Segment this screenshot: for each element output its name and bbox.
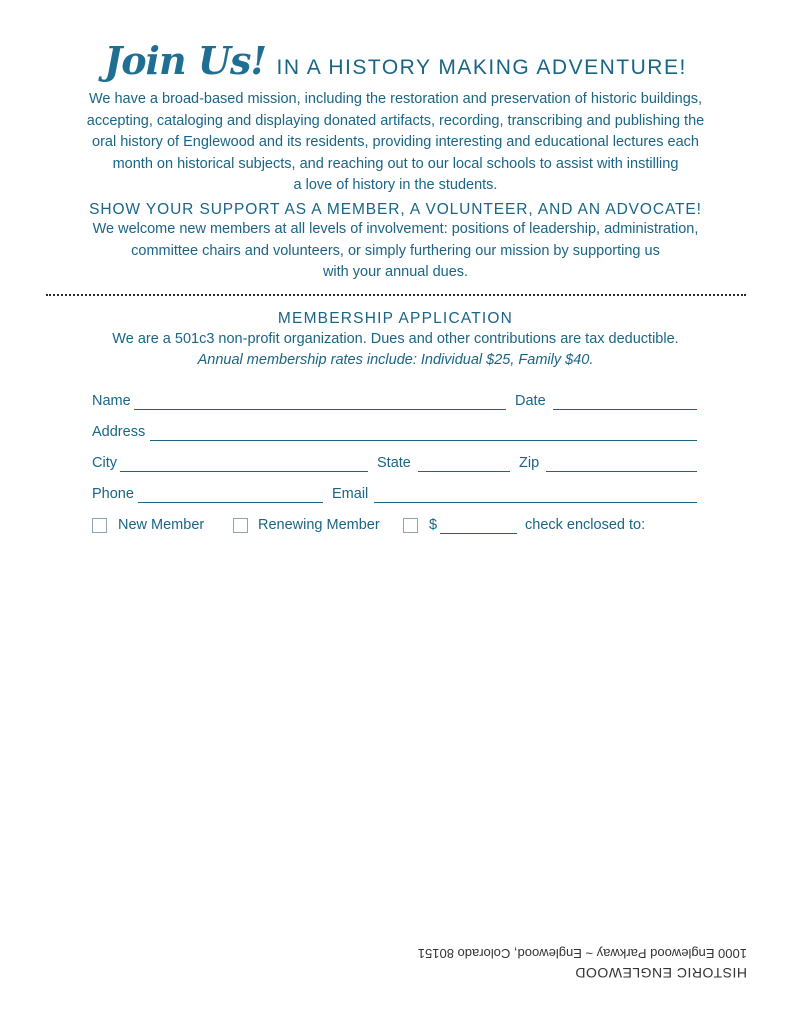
mission-line: We have a broad-based mission, including the restoration and preservation of historic buildings, (88, 91, 703, 107)
name-label: Name (92, 393, 131, 409)
mission-line: accepting, cataloging and displaying donated artifacts, recording, transcribing and publishing the (86, 112, 705, 129)
city-field[interactable] (120, 471, 368, 472)
email-field[interactable] (374, 502, 697, 503)
renewing-member-checkbox[interactable] (233, 518, 248, 533)
mission-paragraph (0, 89, 791, 197)
donation-checkbox[interactable] (403, 518, 418, 533)
zip-label: Zip (519, 455, 540, 471)
state-field[interactable] (418, 471, 510, 472)
dollar-label: $ (429, 517, 438, 533)
phone-field[interactable] (138, 502, 323, 503)
support-line: with your annual dues. (322, 264, 469, 280)
nonprofit-note: We are a 501c3 non-profit organization. Dues and other contributions are tax deductible. (112, 331, 679, 347)
membership-heading: MEMBERSHIP APPLICATION (277, 310, 514, 327)
mailing-address-block (412, 936, 747, 981)
membership-rates-note: Annual membership rates include: Individual $25, Family $40. (197, 352, 594, 368)
check-enclosed-label: check enclosed to: (525, 517, 646, 533)
support-line: committee chairs and volunteers, or simply furthering our mission by supporting us (131, 242, 660, 259)
state-label: State (377, 455, 411, 471)
name-field[interactable] (134, 409, 506, 410)
org-address: 1000 Englewood Parkway ~ Englewood, Colorado 80151 (417, 946, 747, 961)
zip-field[interactable] (546, 471, 697, 472)
phone-label: Phone (92, 486, 134, 502)
mission-line: oral history of Englewood and its residents, providing interesting and educational lectures each (92, 134, 699, 150)
address-field[interactable] (150, 440, 697, 441)
headline-text: IN A HISTORY MAKING ADVENTURE! (276, 56, 687, 79)
date-field[interactable] (553, 409, 697, 410)
new-member-checkbox[interactable] (92, 518, 107, 533)
headline (0, 38, 791, 88)
org-name: HISTORIC ENGLEWOOD (574, 965, 747, 981)
renewing-member-label: Renewing Member (258, 517, 380, 533)
join-us-script-title: Join Us! (104, 38, 267, 83)
address-label: Address (92, 424, 146, 440)
date-label: Date (515, 393, 546, 409)
mission-line: a love of history in the students. (293, 177, 498, 193)
dotted-divider (46, 294, 746, 296)
mission-line: month on historical subjects, and reaching out to our local schools to assist with instilling (112, 155, 679, 172)
email-label: Email (332, 486, 369, 502)
support-line: We welcome new members at all levels of involvement: positions of leadership, administration, (92, 221, 699, 237)
city-label: City (92, 455, 117, 471)
support-paragraph (0, 219, 791, 284)
new-member-label: New Member (118, 517, 205, 533)
donation-amount-field[interactable] (440, 533, 517, 534)
support-heading: SHOW YOUR SUPPORT AS A MEMBER, A VOLUNTEER, AND AN ADVOCATE! (89, 201, 702, 218)
